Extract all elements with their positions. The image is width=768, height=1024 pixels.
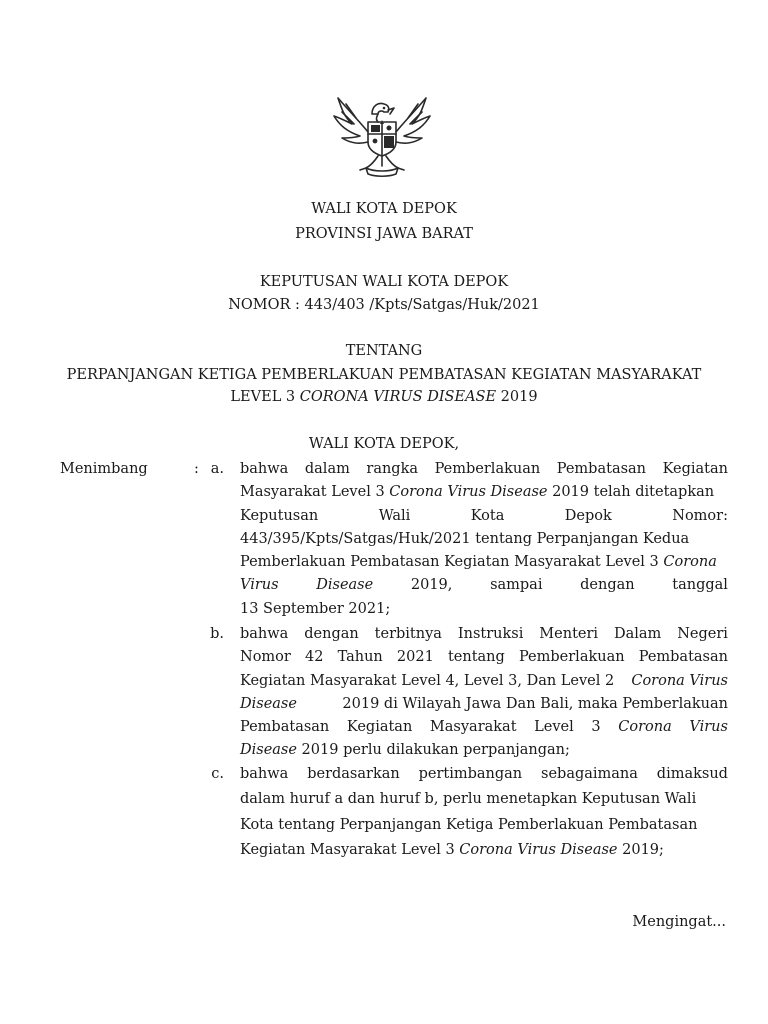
word: Pemberlakuan (518, 649, 625, 666)
word: Depok (564, 507, 612, 524)
word: Pemberlakuan (434, 461, 541, 477)
text-line (240, 694, 728, 717)
word: Masyarakat (429, 719, 517, 736)
text-line (240, 575, 728, 598)
word: Disease (316, 577, 374, 594)
text-line (240, 671, 728, 694)
next-page-continuation: Mengingat... (632, 914, 726, 930)
word: sebagaimana (541, 766, 638, 782)
item-text (240, 764, 728, 865)
word: dimaksud (656, 766, 728, 782)
word: Kegiatan Masyarakat Level 4, Level 3, Dan Level 2 (240, 672, 615, 689)
text-line: Kegiatan Masyarakat Level 3 Corona Virus Disease 2019; (240, 841, 664, 858)
word: bahwa (240, 461, 289, 477)
word: 2021 (396, 649, 434, 666)
text-line: 443/395/Kpts/Satgas/Huk/2021 tentang Perpanjangan Kedua (240, 530, 690, 547)
word: terbitnya (374, 626, 442, 642)
word: dengan (580, 577, 635, 594)
text-line: Masyarakat Level 3 Corona Virus Disease 2019 telah ditetapkan (240, 484, 715, 501)
decision-number: NOMOR : 443/403 /Kpts/Satgas/Huk/2021 (228, 297, 540, 313)
word: Menteri (539, 626, 599, 642)
item-letter: c. (211, 766, 224, 782)
word: Pembatasan (638, 649, 728, 666)
text-line (240, 717, 728, 740)
word: Nomor (240, 649, 291, 666)
word: berdasarkan (307, 766, 400, 782)
text-line (240, 815, 728, 840)
word: tentang (447, 649, 505, 666)
text-line (240, 789, 728, 814)
text-line: Pemberlakuan Pembatasan Kegiatan Masyarakat Level 3 Corona (240, 554, 717, 571)
text-line (240, 459, 728, 482)
word: dalam (304, 461, 350, 477)
word: Disease (240, 695, 297, 712)
item-text (240, 624, 728, 764)
word: rangka (366, 461, 419, 477)
word: dengan (304, 626, 359, 642)
word: Corona (618, 719, 672, 736)
word: 3 (591, 719, 601, 736)
word: Dalam (613, 626, 662, 642)
word: Keputusan (240, 507, 319, 524)
word: Corona Virus (631, 672, 728, 689)
subject-year: 2019 (500, 389, 538, 405)
word: tanggal (672, 577, 728, 594)
subject-line-1: PERPANJANGAN KETIGA PEMBERLAKUAN PEMBATASAN KEGIATAN MASYARAKAT (66, 367, 702, 383)
considering-label: Menimbang (60, 461, 148, 477)
word: Negeri (677, 626, 728, 642)
word: 42 (304, 649, 324, 666)
about-heading: TENTANG (345, 343, 423, 359)
text-line (240, 647, 728, 670)
text-line: 13 September 2021; (240, 600, 391, 617)
item-letter: b. (210, 626, 224, 642)
word: Tahun (337, 649, 383, 666)
word: Kegiatan (662, 461, 728, 477)
issuing-authority: WALI KOTA DEPOK (311, 201, 457, 217)
word: pertimbangan (418, 766, 523, 782)
word: dalam huruf a dan huruf b, perlu menetapkan Keputusan Wali (240, 791, 697, 808)
province-name: PROVINSI JAWA BARAT (295, 226, 473, 242)
word: Level (534, 719, 574, 736)
subject-disease-name: CORONA VIRUS DISEASE (299, 389, 497, 405)
considering-colon: : (194, 461, 199, 477)
text-line (240, 624, 728, 647)
decision-title: KEPUTUSAN WALI KOTA DEPOK (259, 274, 509, 290)
subject-level: LEVEL 3 (230, 389, 296, 405)
word: Pembatasan (240, 719, 330, 736)
item-text (240, 459, 728, 622)
word: Wali (378, 507, 411, 524)
word: Virus (689, 719, 728, 736)
word: Instruksi (457, 626, 524, 642)
word: Kegiatan (346, 719, 413, 736)
subject-line-2 (0, 387, 768, 407)
text-line (240, 506, 728, 529)
word: Kota (470, 507, 505, 524)
text-line (240, 764, 728, 789)
word: bahwa (240, 766, 289, 782)
signatory-title: WALI KOTA DEPOK, (308, 436, 460, 452)
word: Pembatasan (556, 461, 647, 477)
text-line: Disease 2019 perlu dilakukan perpanjangan; (240, 742, 570, 759)
word: Nomor: (672, 507, 728, 524)
word: Virus (240, 577, 279, 594)
word: Kota tentang Perpanjangan Ketiga Pemberlakuan Pembatasan (240, 816, 698, 833)
word: sampai (490, 577, 543, 594)
word: 2019 di Wilayah Jawa Dan Bali, maka Pemberlakuan (342, 695, 728, 712)
item-letter: a. (210, 461, 224, 477)
garuda-emblem (330, 92, 434, 182)
word: bahwa (240, 626, 289, 642)
word: 2019, (410, 577, 453, 594)
